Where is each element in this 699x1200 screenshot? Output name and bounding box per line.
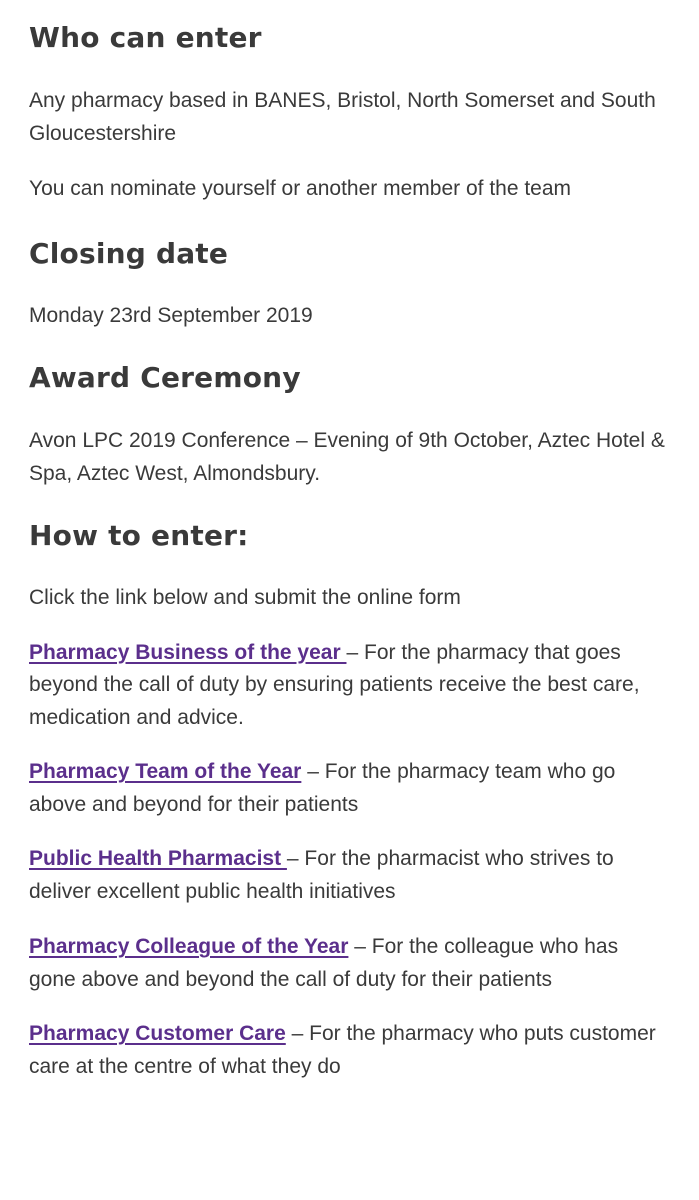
award-ceremony-text: Avon LPC 2019 Conference – Evening of 9th October, Aztec Hotel & Spa, Aztec West, Almondsbury. [29,429,665,485]
award-description-colleague: – For the colleague who has gone above and beyond the call of duty for their patients [29,935,619,991]
how-to-enter-heading: How to enter: [29,519,249,552]
award-description-public-health: – For the pharmacist who strives to deliver excellent public health initiatives [29,847,614,903]
who-can-enter-heading: Who can enter [29,21,262,54]
award-link-team[interactable]: Pharmacy Team of the Year [29,760,302,783]
closing-date-text: Monday 23rd September 2019 [29,303,313,327]
award-item-business [29,637,670,735]
award-item-team [29,756,670,821]
eligibility-text: Any pharmacy based in BANES, Bristol, North Somerset and South Gloucestershire [29,89,656,145]
award-item-customer-care [29,1018,670,1083]
award-link-public-health[interactable]: Public Health Pharmacist [29,847,287,870]
how-to-enter-intro: Click the link below and submit the online form [29,586,461,609]
award-item-colleague [29,931,670,996]
award-description-business: – For the pharmacy that goes beyond the call of duty by ensuring patients receive the best care, medication and advice. [29,640,640,729]
nomination-text: You can nominate yourself or another member of the team [29,177,572,200]
award-link-colleague[interactable]: Pharmacy Colleague of the Year [29,935,349,958]
award-item-public-health [29,843,670,908]
award-description-team: – For the pharmacy team who go above and beyond for their patients [29,760,616,816]
award-link-business[interactable]: Pharmacy Business of the year [29,640,347,664]
award-description-customer-care: – For the pharmacy who puts customer care at the centre of what they do [29,1022,656,1078]
closing-date-heading: Closing date [29,236,229,270]
award-link-customer-care[interactable]: Pharmacy Customer Care [29,1022,286,1045]
award-ceremony-heading: Award Ceremony [29,361,301,394]
